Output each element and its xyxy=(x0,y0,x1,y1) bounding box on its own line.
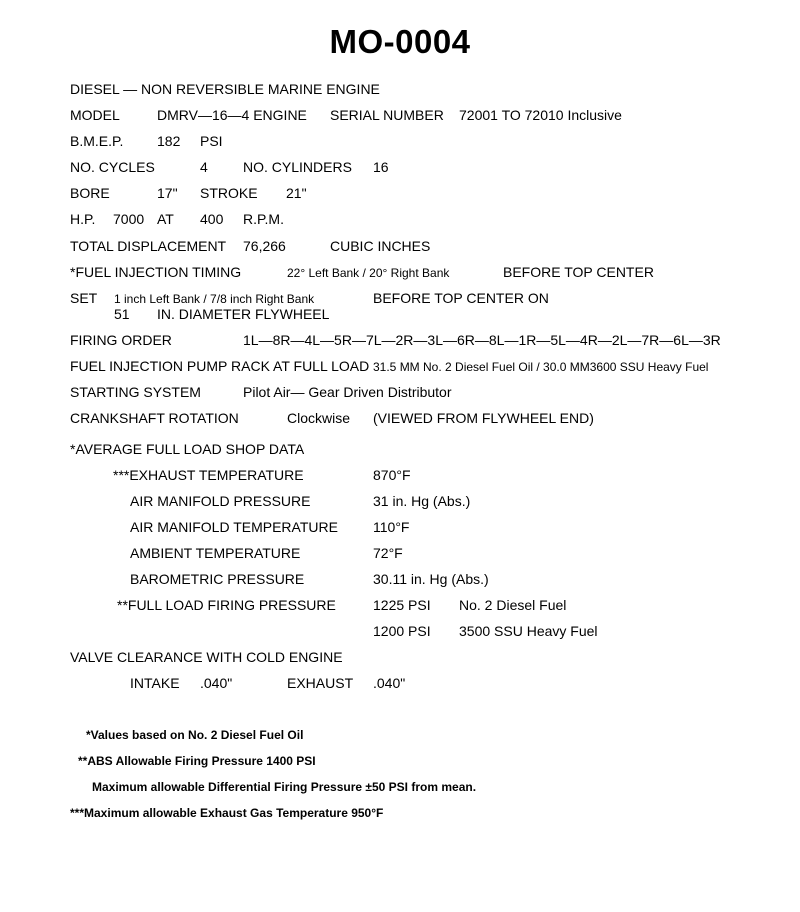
bore-value: 17" xyxy=(157,185,178,201)
engine-type: DIESEL — NON REVERSIBLE MARINE ENGINE xyxy=(70,81,380,97)
document-title: MO-0004 xyxy=(329,23,471,60)
serial-label: SERIAL NUMBER xyxy=(330,107,444,123)
cylinders-value: 16 xyxy=(373,159,389,175)
footnote: ***Maximum allowable Exhaust Gas Temperature 950°F xyxy=(70,806,384,820)
air-manifold-pressure-value: 31 in. Hg (Abs.) xyxy=(373,493,471,509)
hp-label: H.P. xyxy=(70,211,96,227)
stroke-value: 21" xyxy=(286,185,307,201)
barometric-label: BAROMETRIC PRESSURE xyxy=(130,571,305,587)
exhaust-temp-label: ***EXHAUST TEMPERATURE xyxy=(113,467,304,483)
firing-order-value: 1L—8R—4L—5R—7L—2R—3L—6R—8L—1R—5L—4R—2L—7R—6L—3R xyxy=(243,332,721,348)
displacement-label: TOTAL DISPLACEMENT xyxy=(70,238,227,254)
starting-label: STARTING SYSTEM xyxy=(70,384,201,400)
exhaust-temp-value: 870°F xyxy=(373,467,411,483)
exhaust-label: EXHAUST xyxy=(287,675,354,691)
firing-pressure-fuel: No. 2 Diesel Fuel xyxy=(459,597,567,613)
ambient-temp-label: AMBIENT TEMPERATURE xyxy=(130,545,301,561)
model-value: DMRV—16—4 ENGINE xyxy=(157,107,307,123)
rpm-value: 400 xyxy=(200,211,224,227)
flywheel-label: IN. DIAMETER FLYWHEEL xyxy=(157,306,330,322)
rotation-note: (VIEWED FROM FLYWHEEL END) xyxy=(373,410,594,426)
firing-pressure-label: **FULL LOAD FIRING PRESSURE xyxy=(117,597,336,613)
rpm-label: R.P.M. xyxy=(243,211,284,227)
air-manifold-temp-value: 110°F xyxy=(373,519,410,535)
serial-value: 72001 TO 72010 Inclusive xyxy=(459,107,622,123)
air-manifold-pressure-label: AIR MANIFOLD PRESSURE xyxy=(130,493,311,509)
intake-label: INTAKE xyxy=(130,675,180,691)
firing-pressure-value: 1225 PSI xyxy=(373,597,431,613)
set-value: 1 inch Left Bank / 7/8 inch Right Bank xyxy=(114,292,315,306)
hp-value: 7000 xyxy=(113,211,145,227)
flywheel-diameter: 51 xyxy=(114,306,130,322)
injection-timing-value: 22° Left Bank / 20° Right Bank xyxy=(287,266,450,280)
stroke-label: STROKE xyxy=(200,185,258,201)
injection-timing-note: BEFORE TOP CENTER xyxy=(503,264,654,280)
firing-pressure-value: 1200 PSI xyxy=(373,623,431,639)
ambient-temp-value: 72°F xyxy=(373,545,403,561)
cylinders-label: NO. CYLINDERS xyxy=(243,159,352,175)
model-label: MODEL xyxy=(70,107,120,123)
valve-clearance-heading: VALVE CLEARANCE WITH COLD ENGINE xyxy=(70,649,343,665)
injection-timing-label: *FUEL INJECTION TIMING xyxy=(70,264,242,280)
barometric-value: 30.11 in. Hg (Abs.) xyxy=(373,571,489,587)
intake-value: .040" xyxy=(200,675,233,691)
footnote: *Values based on No. 2 Diesel Fuel Oil xyxy=(86,728,304,742)
bore-label: BORE xyxy=(70,185,110,201)
air-manifold-temp-label: AIR MANIFOLD TEMPERATURE xyxy=(130,519,338,535)
bmep-label: B.M.E.P. xyxy=(70,133,124,149)
pump-rack-label: FUEL INJECTION PUMP RACK AT FULL LOAD xyxy=(70,358,370,374)
exhaust-value: .040" xyxy=(373,675,406,691)
set-label: SET xyxy=(70,290,98,306)
bmep-value: 182 xyxy=(157,133,181,149)
firing-order-label: FIRING ORDER xyxy=(70,332,172,348)
footnote: **ABS Allowable Firing Pressure 1400 PSI xyxy=(78,754,316,768)
pump-rack-value: 31.5 MM No. 2 Diesel Fuel Oil / 30.0 MM3600 SSU Heavy Fuel xyxy=(373,360,709,374)
cycles-label: NO. CYCLES xyxy=(70,159,155,175)
set-note: BEFORE TOP CENTER ON xyxy=(373,290,549,306)
bmep-unit: PSI xyxy=(200,133,223,149)
cycles-value: 4 xyxy=(200,159,208,175)
displacement-unit: CUBIC INCHES xyxy=(330,238,431,254)
shop-data-heading: *AVERAGE FULL LOAD SHOP DATA xyxy=(70,441,305,457)
hp-at: AT xyxy=(157,211,174,227)
starting-value: Pilot Air— Gear Driven Distributor xyxy=(243,384,452,400)
rotation-label: CRANKSHAFT ROTATION xyxy=(70,410,239,426)
firing-pressure-fuel: 3500 SSU Heavy Fuel xyxy=(459,623,598,639)
rotation-value: Clockwise xyxy=(287,410,351,426)
displacement-value: 76,266 xyxy=(243,238,286,254)
footnote: Maximum allowable Differential Firing Pressure ±50 PSI from mean. xyxy=(92,780,477,794)
